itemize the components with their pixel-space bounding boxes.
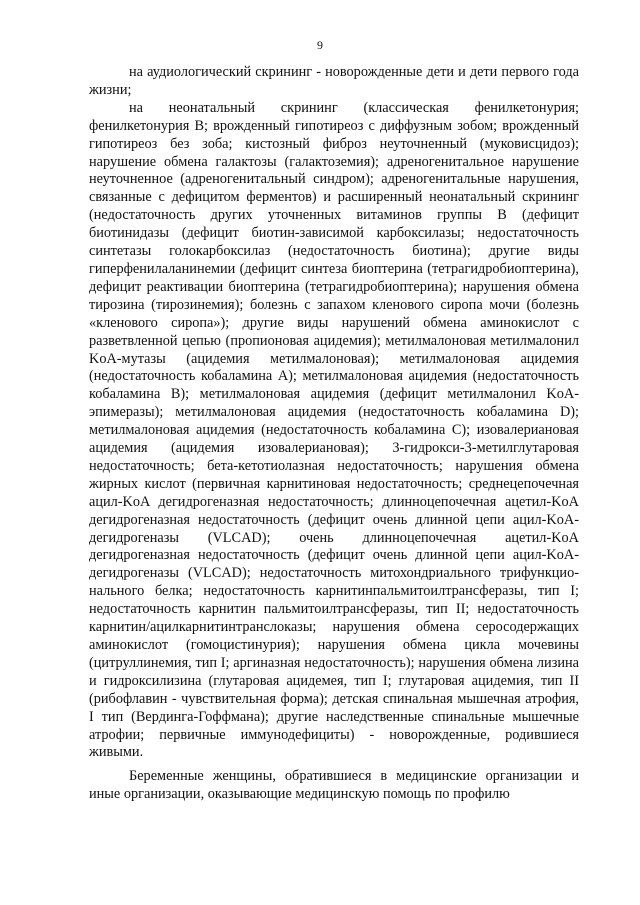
paragraph-pregnant-women: Беременные женщины, обратившиеся в медицинские организации и иные организации, оказывающие медицинскую помощь по профилю	[89, 768, 579, 803]
page-number: 9	[317, 38, 323, 52]
body-text	[89, 64, 579, 804]
paragraph-neonatal-screening: на неонатальный скрининг (классическая фенилкетонурия; фенилкетонурия B; врожденный гипотиреоз с диффузным зобом; врожденный гипотиреоз без зоба; кистозный фиброз неуточненный (муковисцидоз); нарушение обмена галактозы (галактоземия); адреногенитальное нарушение неуточненное (адреногенитальный синдром); адреногенитальные нарушения, связанные с дефицитом ферментов) и расширенный неонатальный скрининг (недостаточность других уточненных витаминов группы B (дефицит биотинидазы (дефицит биотин-зависимой карбоксилазы; недостаточность синтетазы голокарбоксилаз (недостаточность биотина); другие виды гиперфенилаланинемии (дефицит синтеза биоптерина (тетрагидробиоптерина), дефицит реактивации биоптерина (тетрагидробиоптерина); нарушения обмена тирозина (тирозинемия); болезнь с запахом кленового сиропа мочи (болезнь «кленового сиропа»); другие виды нарушений обмена аминокислот с разветвленной цепью (пропионовая ацидемия); метилмалоновая метилмалонил KoA-мутазы (ацидемия метилмалоновая); метилмалоновая ацидемия (недостаточность кобаламина A); метилмалоновая ацидемия (недостаточность кобаламина B); метилмалоновая ацидемия (дефицит метилмалонил KoA-эпимеразы); метилмалоновая ацидемия (недостаточность кобаламина D); метилмалоновая ацидемия (недостаточность кобаламина C); изовалериановая ацидемия (ацидемия изовалериановая); 3-гидрокси-3-метилглутаровая недостаточность; бета-кетотиолазная недостаточность; нарушения обмена жирных кислот (первичная карнитиновая недостаточность; среднецепочечная ацил-KoA дегидрогеназная недостаточность; длинноцепочечная ацетил-KoA дегидрогеназная недостаточность (дефицит очень длинной цепи ацил-KoA-дегидрогеназы (VLCAD); очень длинноцепочечная ацетил-KoA дегидрогеназная недостаточность (дефицит очень длинной цепи ацил-KoA-дегидрогеназы (VLCAD); недостаточность митохондриального трифункцио-нального белка; недостаточность карнитинпальмитоилтрансферазы, тип I; недостаточность карнитин пальмитоилтрансферазы, тип II; недостаточность карнитин/ацилкарнитинтранслоказы; нарушения обмена серосодержащих аминокислот (гомоцистинурия); нарушения обмена цикла мочевины (цитруллинемия, тип I; аргиназная недостаточность); нарушения обмена лизина и гидроксилизина (глутаровая ацидемея, тип I; глутаровая ацидемия, тип II (рибофлавин - чувствительная форма); детская спинальная мышечная атрофия, I тип (Вердинга-Гоффмана); другие наследственные спинальные мышечные атрофии; первичные иммунодефициты) - новорожденные, родившиеся живыми.	[89, 99, 579, 761]
paragraph-audiology-screening: на аудиологический скрининг - новорожденные дети и дети первого года жизни;	[89, 64, 579, 98]
